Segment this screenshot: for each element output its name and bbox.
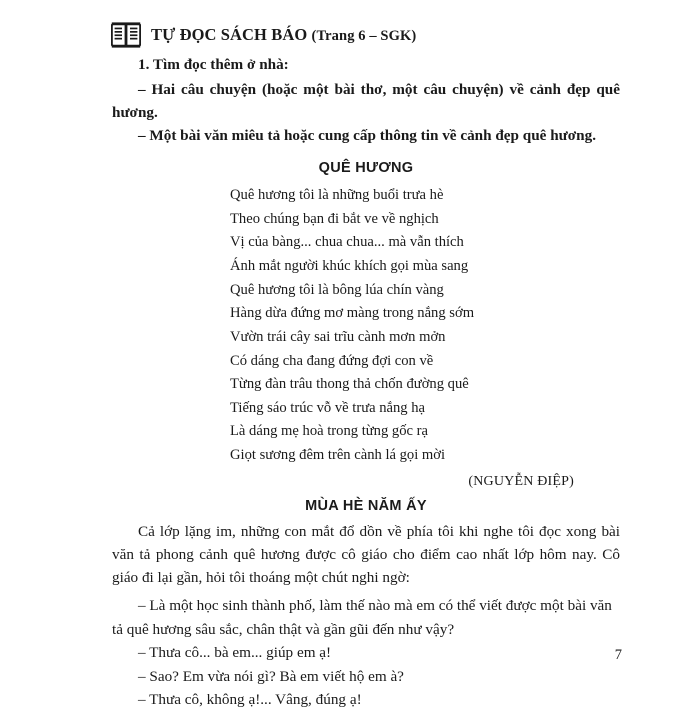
poem-line: Quê hương tôi là bông lúa chín vàng <box>230 281 444 298</box>
poem-line: Hàng dừa đứng mơ màng trong nắng sớm <box>230 305 475 322</box>
task-item-2: – Một bài văn miêu tả hoặc cung cấp thông tin về cảnh đẹp quê hương. <box>138 126 597 144</box>
poem-line: Có dáng cha đang đứng đợi con về <box>230 352 434 369</box>
story-paragraph: Cả lớp lặng im, những con mắt đổ dồn về phía tôi khi nghe tôi đọc xong bài văn tả phong cảnh quê hương được cô giáo cho điểm cao nhất lớp hôm nay. Cô giáo đi lại gần, hỏi tôi thoáng một chút nghi ngờ: <box>112 522 620 586</box>
section-title-reference: (Trang 6 – SGK) <box>311 28 417 44</box>
poem-line: Tiếng sáo trúc vỗ về trưa nắng hạ <box>230 399 426 416</box>
poem-line: Từng đàn trâu thong thả chốn đường quê <box>230 376 469 393</box>
story-dialogue-line: – Sao? Em vừa nói gì? Bà em viết hộ em à? <box>138 667 404 685</box>
story-title: MÙA HÈ NĂM ẤY <box>305 497 427 514</box>
story-dialogue-line: – Thưa cô... bà em... giúp em ạ! <box>138 644 332 662</box>
poem-body <box>112 184 620 468</box>
poem-line: Giọt sương đêm trên cành lá gọi mời <box>230 447 446 464</box>
poem-line: Theo chúng bạn đi bắt ve về nghịch <box>230 210 439 227</box>
section-header <box>111 22 620 48</box>
poem-line: Quê hương tôi là những buổi trưa hè <box>230 187 444 204</box>
story-dialogue-line: – Thưa cô, không ạ!... Vâng, đúng ạ! <box>138 691 362 709</box>
section-title <box>151 25 416 45</box>
task-number-label: 1. Tìm đọc thêm ở nhà: <box>138 56 289 73</box>
poem-author: (NGUYỄN ĐIỆP) <box>468 473 574 489</box>
poem-title: QUÊ HƯƠNG <box>318 160 414 177</box>
story-dialogue-line: – Là một học sinh thành phố, làm thế nào mà em có thể viết được một bài văn tả quê hương sâu sắc, chân thật và gần gũi đến như vậy? <box>112 597 612 638</box>
task-item-1: – Hai câu chuyện (hoặc một bài thơ, một câu chuyện) về cảnh đẹp quê hương. <box>112 80 620 121</box>
poem-line: Vị của bàng... chua chua... mà vẫn thích <box>230 234 464 251</box>
poem-line: Là dáng mẹ hoà trong từng gốc rạ <box>230 423 428 440</box>
page-number: 7 <box>614 647 622 663</box>
section-title-text: TỰ ĐỌC SÁCH BÁO <box>151 25 308 44</box>
open-book-icon <box>111 22 141 48</box>
poem-line: Ánh mắt người khúc khích gọi mùa sang <box>230 258 469 274</box>
poem-line: Vườn trái cây sai trĩu cành mơn mởn <box>230 328 446 345</box>
